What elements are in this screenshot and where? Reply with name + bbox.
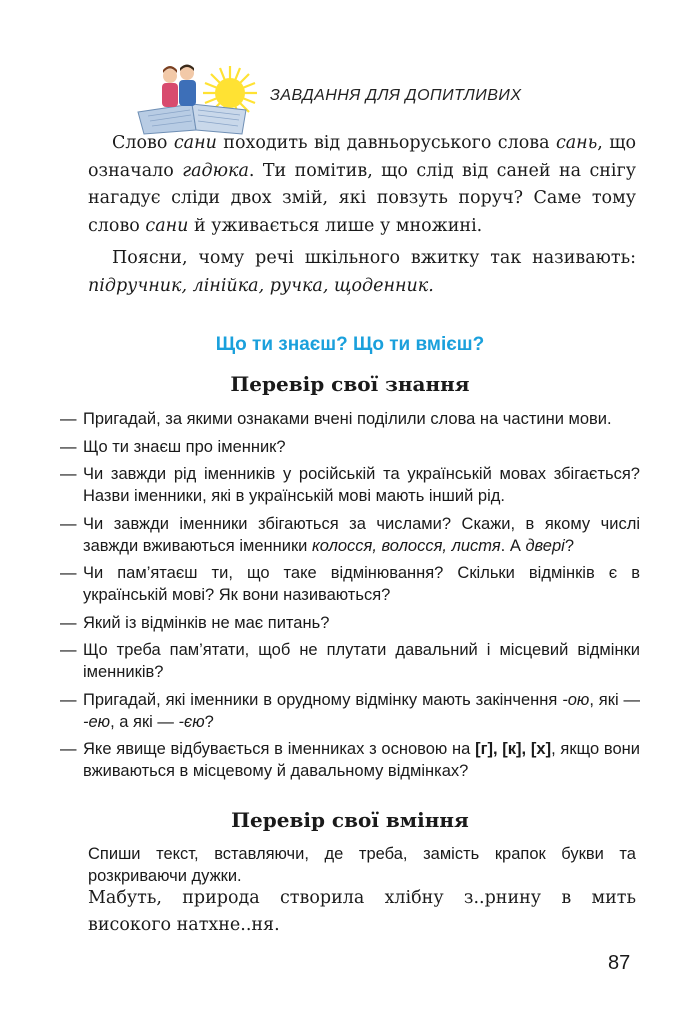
question-text: Чи пам’ятаєш ти, що таке відмінювання? Скільки відмінків є в українській мові? Як вони називаються? <box>83 564 640 604</box>
question-text: , а які — <box>110 712 179 731</box>
question-item <box>60 562 640 606</box>
question-item <box>60 738 640 782</box>
italic-ending: -ею <box>83 712 111 731</box>
children-reading-book-icon <box>134 60 264 138</box>
page-number: 87 <box>608 952 631 974</box>
text-span: . Ти помітив, що слід від саней на снігу нагадує сліди двох змій, які повзуть поруч? Саме тому слово <box>88 160 636 236</box>
question-text: . А <box>500 536 526 555</box>
text-span: й уживається лише у множині. <box>188 215 483 236</box>
text-span: Слово <box>112 133 174 153</box>
question-text: Яке явище відбувається в іменниках з основою на <box>83 740 476 758</box>
question-item <box>60 612 640 634</box>
question-text: , якщо вони вживаються в місцевому й давальному відмінках? <box>83 740 640 780</box>
section-title: Що ти знаєш? Що ти вмієш? <box>215 334 485 355</box>
question-text: ? <box>204 712 214 731</box>
question-text: Що ти знаєш про іменник? <box>83 437 286 456</box>
italic-words: колосся, волосся, листя <box>311 536 501 555</box>
question-text: Чи завжди іменники збігаються за числами? Скажи, в якому числі завжди вживаються іменники <box>83 514 640 555</box>
question-item <box>60 436 640 458</box>
explain-paragraph <box>88 245 636 300</box>
question-item <box>60 689 640 733</box>
exercise-text <box>88 885 636 939</box>
skills-task: Спиши текст, вставляючи, де треба, замість крапок букви та розкриваючи дужки. <box>88 845 636 885</box>
italic-word: двері <box>525 536 565 555</box>
italic-word: гадюка <box>182 160 249 181</box>
italic-ending: -єю <box>178 712 205 731</box>
children-icon <box>162 65 196 108</box>
knowledge-questions <box>60 408 640 788</box>
header-title: ЗАВДАННЯ ДЛЯ ДОПИТЛИВИХ <box>270 87 522 104</box>
question-text: Що треба пам’ятати, щоб не плутати давальний і місцевий відмінки іменників? <box>83 641 640 681</box>
text-span: , що означало <box>88 133 637 181</box>
question-item <box>60 513 640 557</box>
question-text: Пригадай, які іменники в орудному відмінку мають закінчення <box>83 690 563 709</box>
question-text: Пригадай, за якими ознаками вчені поділили слова на частини мови. <box>83 410 612 428</box>
italic-word: сани <box>145 215 189 236</box>
italic-word: сани <box>173 133 217 153</box>
exercise-paragraph: Мабуть, природа створила хлібну з..рнину в мить високого натхне..ня. <box>88 888 636 935</box>
skills-heading: Перевір свої вміння <box>231 808 469 832</box>
question-text: ? <box>564 536 575 555</box>
curious-tasks-header <box>134 60 554 140</box>
question-text: , які — <box>589 690 640 709</box>
question-item <box>60 639 640 683</box>
italic-ending: -ою <box>562 690 590 709</box>
knowledge-heading: Перевір свої знання <box>230 372 470 396</box>
italic-words: підручник, лінійка, ручка, щоденник. <box>88 275 434 296</box>
question-text: Чи завжди рід іменників у російській та українській мовах збігається? Назви іменники, які в українській мові мають інший рід. <box>83 465 640 505</box>
etymology-text <box>88 130 636 300</box>
text-span: Поясни, чому речі шкільного вжитку так називають: <box>112 248 636 268</box>
etymology-paragraph <box>88 130 636 240</box>
question-text: Який із відмінків не має питань? <box>83 613 330 632</box>
bold-sounds: [г], [к], [х] <box>475 740 552 758</box>
italic-word: сань <box>555 133 598 153</box>
text-span: походить від давньоруського слова <box>216 133 556 153</box>
question-item <box>60 408 640 430</box>
question-item <box>60 463 640 507</box>
